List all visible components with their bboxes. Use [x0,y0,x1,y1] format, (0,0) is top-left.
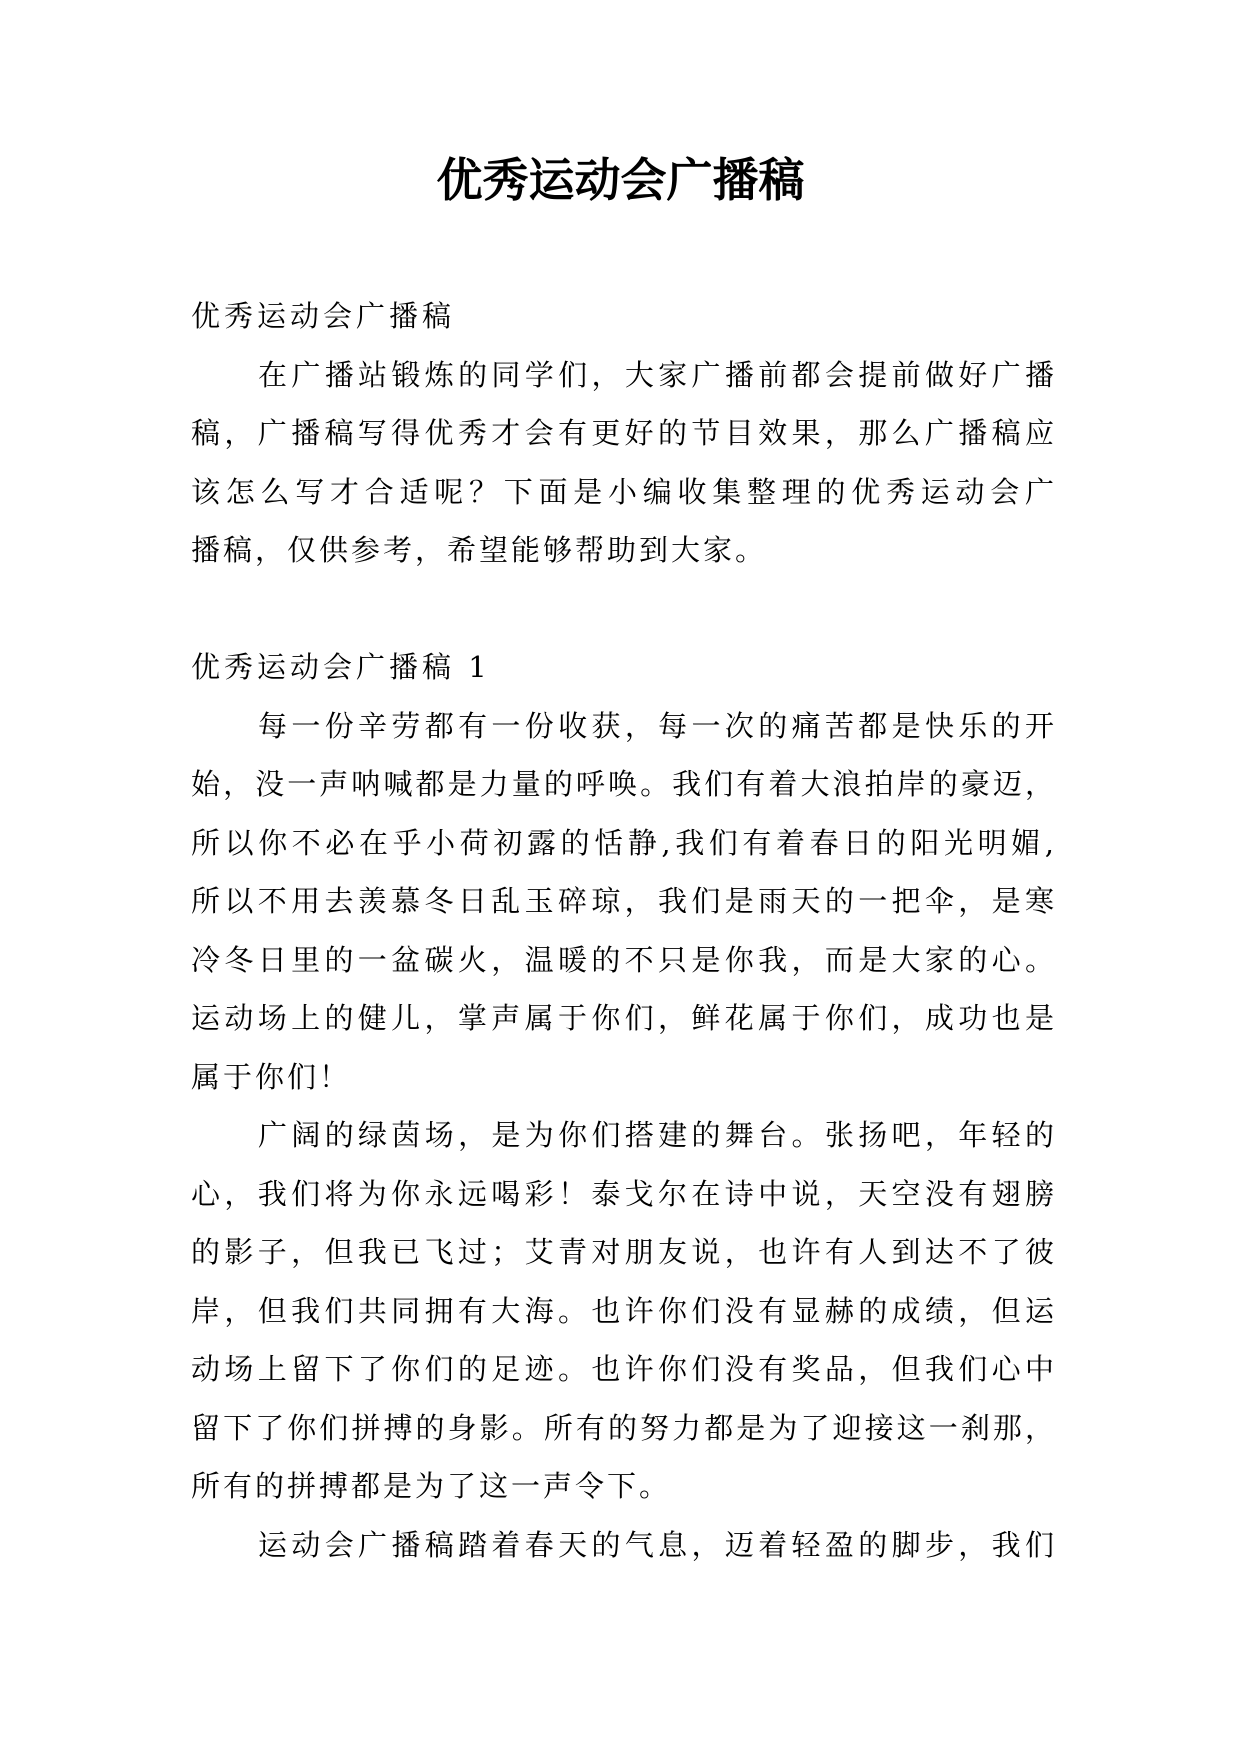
paragraph-line: 的影子，但我已飞过；艾青对朋友说，也许有人到达不了彼 [191,1235,1055,1269]
paragraph [191,1106,1055,1516]
paragraph-line: 所以不用去羡慕冬日乱玉碎琼，我们是雨天的一把伞，是寒 [191,884,1055,918]
section-heading: 优秀运动会广播稿 [191,299,456,333]
paragraph [191,346,1055,580]
paragraph-line: 心，我们将为你永远喝彩！泰戈尔在诗中说，天空没有翅膀 [191,1176,1055,1211]
section-broadcast-1 [191,638,1055,1574]
section-intro [191,287,1055,580]
paragraph-line: 始，没一声呐喊都是力量的呼唤。我们有着大浪拍岸的豪迈， [191,767,1055,801]
paragraph-line: 动场上留下了你们的足迹。也许你们没有奖品，但我们心中 [191,1352,1055,1386]
paragraph-line: 运动场上的健儿，掌声属于你们，鲜花属于你们，成功也是 [191,1001,1055,1035]
paragraph-line: 广阔的绿茵场，是为你们搭建的舞台。张扬吧，年轻的 [258,1118,1055,1152]
paragraph-line: 运动会广播稿踏着春天的气息，迈着轻盈的脚步，我们 [258,1527,1055,1562]
paragraph-line: 留下了你们拼搏的身影。所有的努力都是为了迎接这一刹那， [191,1410,1055,1445]
section-heading: 优秀运动会广播稿 1 [191,650,491,684]
paragraph-line: 岸，但我们共同拥有大海。也许你们没有显赫的成绩，但运 [191,1293,1055,1328]
document-title: 优秀运动会广播稿 [436,153,805,207]
paragraph-line: 每一份辛劳都有一份收获，每一次的痛苦都是快乐的开 [258,708,1055,743]
paragraph-line: 该怎么写才合适呢？下面是小编收集整理的优秀运动会广 [191,474,1055,509]
paragraph-line: 在广播站锻炼的同学们，大家广播前都会提前做好广播 [258,357,1055,392]
paragraph-line: 所有的拼搏都是为了这一声令下。 [191,1469,672,1503]
document-body [191,287,1055,1574]
paragraph [191,697,1055,1107]
paragraph-line: 属于你们！ [191,1059,352,1094]
paragraph-line: 播稿，仅供参考，希望能够帮助到大家。 [191,533,768,567]
paragraph-line: 稿，广播稿写得优秀才会有更好的节目效果，那么广播稿应 [191,416,1055,450]
paragraph-line: 冷冬日里的一盆碳火，温暖的不只是你我，而是大家的心。 [191,942,1055,977]
paragraph-line: 所以你不必在乎小荷初露的恬静,我们有着春日的阳光明媚, [191,825,1055,860]
paragraph [191,1516,1055,1575]
